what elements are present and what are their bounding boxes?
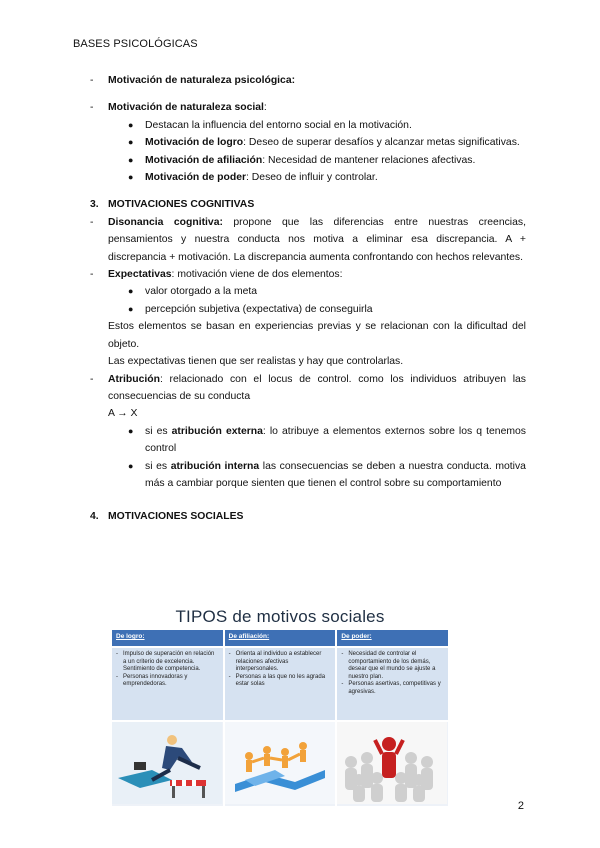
column-header: De poder: (337, 630, 448, 646)
item-social: - Motivación de naturaleza social: (90, 102, 267, 114)
column-body: - Impulso de superación en relación a un criterio de excelencia. Sentimiento de competencia. - Personas innovadoras y emprendedoras. (112, 648, 223, 720)
social-motives-figure (112, 606, 448, 808)
item-disonancia: - Disonancia cognitiva: propone que las diferencias entre nuestras creencias, pensamientos y nuestra conducta nos motiva a eliminar esa discrepancia. A + discrepancia + motivación. La discrepancia aumenta confrontando con hechos relevantes. (90, 216, 526, 263)
social-motives-table (112, 630, 448, 806)
hurdle-jumper-image (112, 722, 223, 806)
bullet-icon: ● (128, 119, 134, 130)
bullet-atribucion-externa: ● si es atribución externa: lo atribuye a elementos externos sobre los q tenemos control (90, 423, 526, 458)
figure-title: TIPOS de motivos sociales (175, 607, 385, 626)
item-expectativas: - Expectativas: motivación viene de dos elementos: (90, 269, 343, 281)
bullet-social-influence: ● Destacan la influencia del entorno social en la motivación. (90, 117, 526, 134)
atribucion-arrow: A → X (108, 408, 138, 420)
bullet-percepcion: ● percepción subjetiva (expectativa) de conseguirla (90, 301, 526, 318)
bullet-poder: ● Motivación de poder: Deseo de influir y controlar. (90, 169, 526, 186)
column-header: De logro: (112, 630, 223, 646)
page-header: BASES PSICOLÓGICAS (73, 38, 198, 50)
bullet-afiliacion: ● Motivación de afiliación: Necesidad de mantener relaciones afectivas. (90, 152, 526, 169)
bullet-atribucion-interna: ● si es atribución interna las consecuencias se deben a nuestra conducta. motiva más a cambiar porque sienten que tienen el control sobre su comportamiento (90, 458, 526, 493)
leader-crowd-image (337, 722, 448, 806)
bullet-icon: ● (128, 137, 134, 148)
document-body (90, 72, 526, 526)
paragraph-experiencias: Estos elementos se basan en experiencias previas y se relacionan con la dificultad del objeto. (108, 321, 526, 350)
column-poder (337, 630, 448, 806)
bullet-icon: ● (128, 425, 134, 436)
bullet-logro: ● Motivación de logro: Deseo de superar desafíos y alcanzar metas significativas. (90, 134, 526, 151)
bullet-icon: ● (128, 303, 134, 314)
page-number: 2 (517, 800, 524, 812)
item-atribucion: - Atribución: relacionado con el locus de control. como los individuos atribuyen las consecuencias de su conducta (90, 373, 526, 402)
column-body: - Orienta al individuo a establecer relaciones afectivas interpersonales. - Personas a las que no les agrada estar solas (225, 648, 336, 720)
column-header: De afiliación: (225, 630, 336, 646)
column-afiliacion (225, 630, 336, 806)
bullet-icon: ● (128, 172, 134, 183)
paragraph-realistas: Las expectativas tienen que ser realistas y hay que controlarlas. (108, 356, 404, 368)
item-psychological: - Motivación de naturaleza psicológica: (90, 75, 296, 86)
bullet-icon: ● (128, 286, 134, 297)
column-logro (112, 630, 223, 806)
column-body: - Necesidad de controlar el comportamiento de los demás, desear que el mundo se ajuste a nuestro plan. - Personas asertivas, competitivas y agresivas. (337, 648, 448, 720)
section-4-heading: 4. MOTIVACIONES SOCIALES (90, 511, 244, 523)
bullet-icon: ● (128, 154, 134, 165)
bullet-icon: ● (128, 460, 134, 471)
bullet-valor: ● valor otorgado a la meta (90, 283, 526, 300)
section-3-heading: 3. MOTIVACIONES COGNITIVAS (90, 199, 255, 211)
puzzle-team-image (225, 722, 336, 806)
